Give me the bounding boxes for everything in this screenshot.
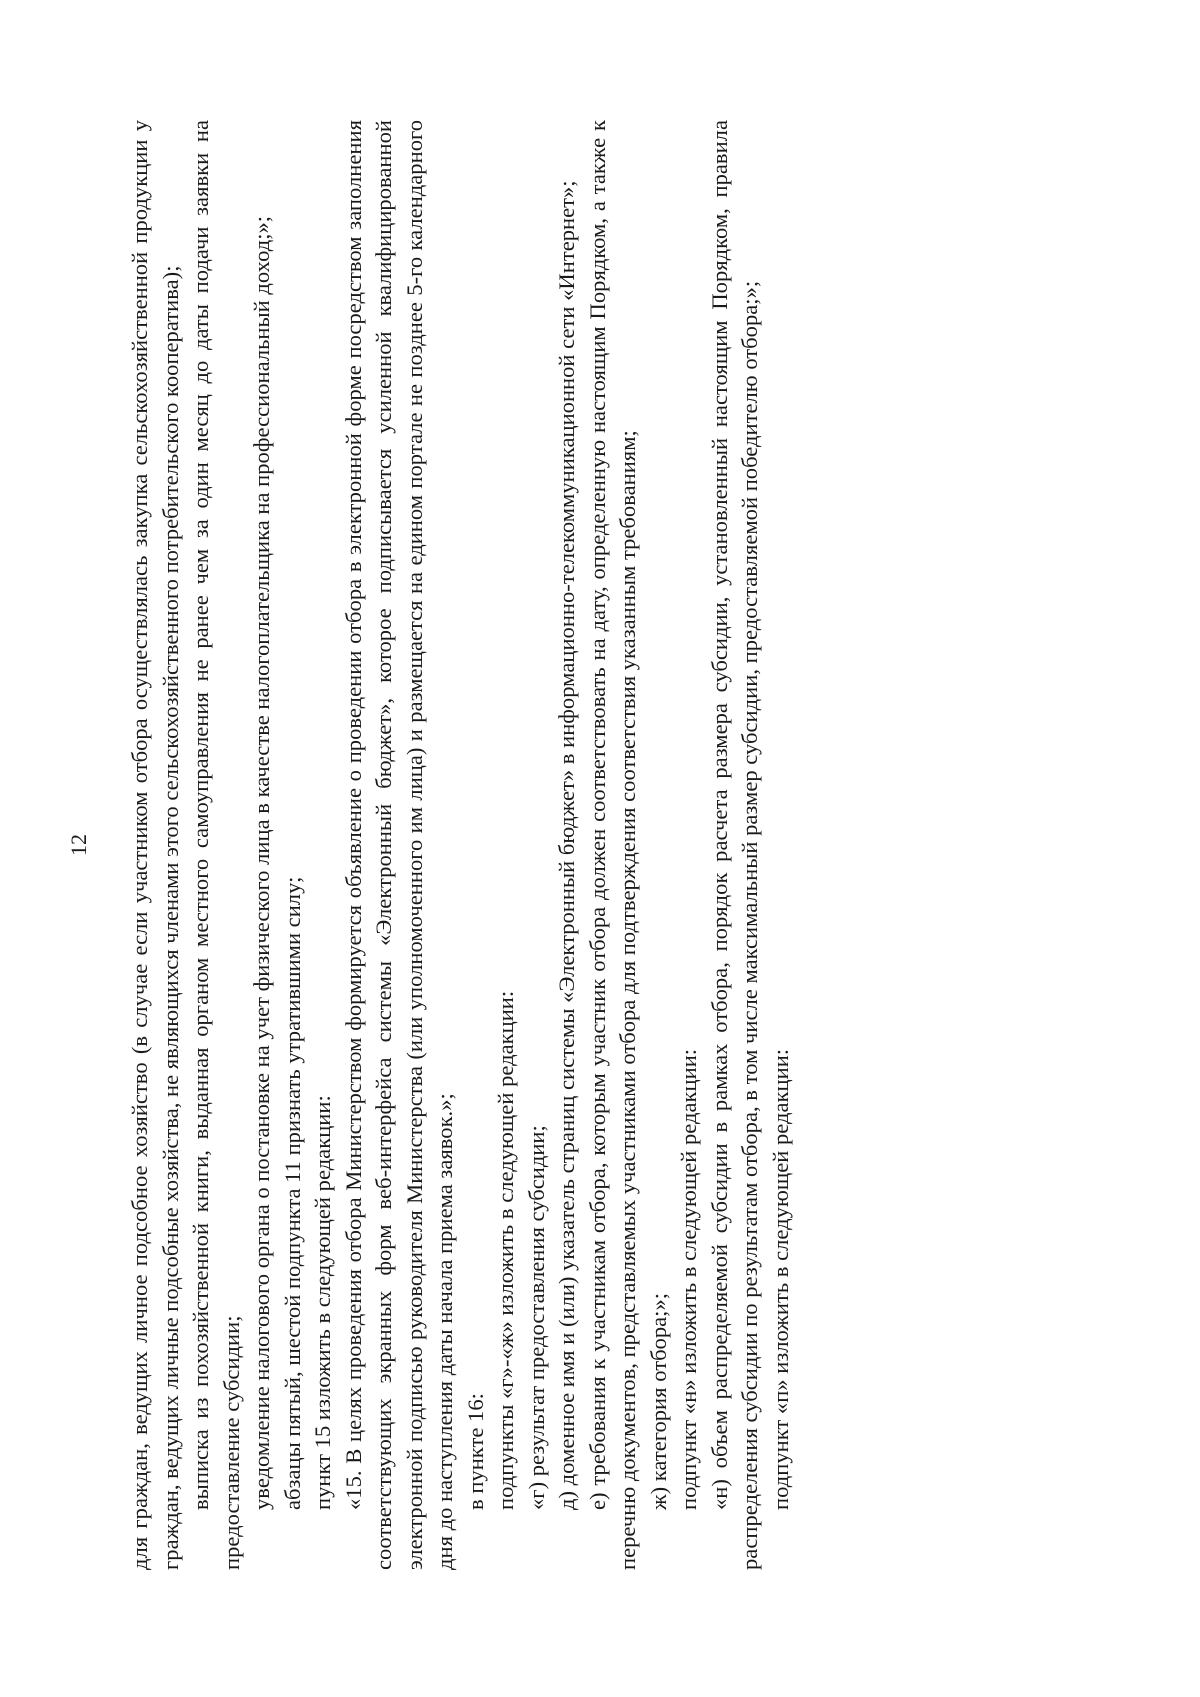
paragraph-13: подпункт «н» изложить в следующей редакции:	[676, 1048, 701, 1510]
rotated-text-block	[66, 120, 1075, 1570]
paragraph-3: уведомление налогового органа о постановке на учет физического лица в качестве налогоплательщика на профессиональный доход;»;	[249, 215, 274, 1510]
paragraph-5: пункт 15 изложить в следующей редакции:	[310, 1095, 335, 1510]
paragraph-11: е) требования к участникам отбора, которым участник отбора должен соответствовать на дату, определенную настоящим Порядком, а также к перечню документов, представляемых участниками отбора для подтверждения соответствия указанным требованиям;	[584, 120, 640, 1570]
paragraph-12: ж) категория отбора;»;	[645, 1292, 671, 1510]
paragraph-2: выписка из похозяйственной книги, выданная органом местного самоуправления не ранее чем за один месяц до даты подачи заявки на предоставление субсидии;	[188, 120, 244, 1570]
paragraph-15: подпункт «п» изложить в следующей редакции:	[767, 1048, 793, 1510]
paragraph-10: д) доменное имя и (или) указатель страниц системы «Электронный бюджет» в информационно-телекоммуникационной сети «Интернет»;	[554, 180, 579, 1510]
paragraph-4: абзацы пятый, шестой подпункта 11 признать утратившими силу;	[279, 876, 305, 1510]
paragraph-9: «г) результат предоставления субсидии;	[523, 1125, 549, 1510]
page-number: 12	[66, 834, 91, 856]
paragraph-8: подпункты «г»-«ж» изложить в следующей редакции:	[493, 990, 518, 1510]
paragraph-6: «15. В целях проведения отбора Министерством формируется объявление о проведении отбора в электронной форме посредством заполнения соответствующих экранных форм веб-интерфейса системы «Электронный бюджет», которое подписывается усиленной квалифицированной электронной подписью руководителя Министерства (или уполномоченного им лица) и размещается на едином портале не позднее 5-го календарного дня до наступления даты начала приема заявок.»;	[340, 120, 457, 1570]
paragraph-7: в пункте 16:	[462, 1393, 488, 1510]
paragraph-1: для граждан, ведущих личное подсобное хозяйство (в случае если участником отбора осуществлялась закупка сельскохозяйственной продукции у граждан, ведущих личные подсобные хозяйства, не являющихся членами этого сельскохозяйственного потребительского кооператива);	[127, 120, 183, 1570]
paragraph-14: «н) объем распределяемой субсидии в рамках отбора, порядок расчета размера субсидии, установленный настоящим Порядком, правила распределения субсидии по результатам отбора, в том числе максимальный размер субсидии, предоставляемой победителю отбора;»;	[706, 120, 762, 1570]
